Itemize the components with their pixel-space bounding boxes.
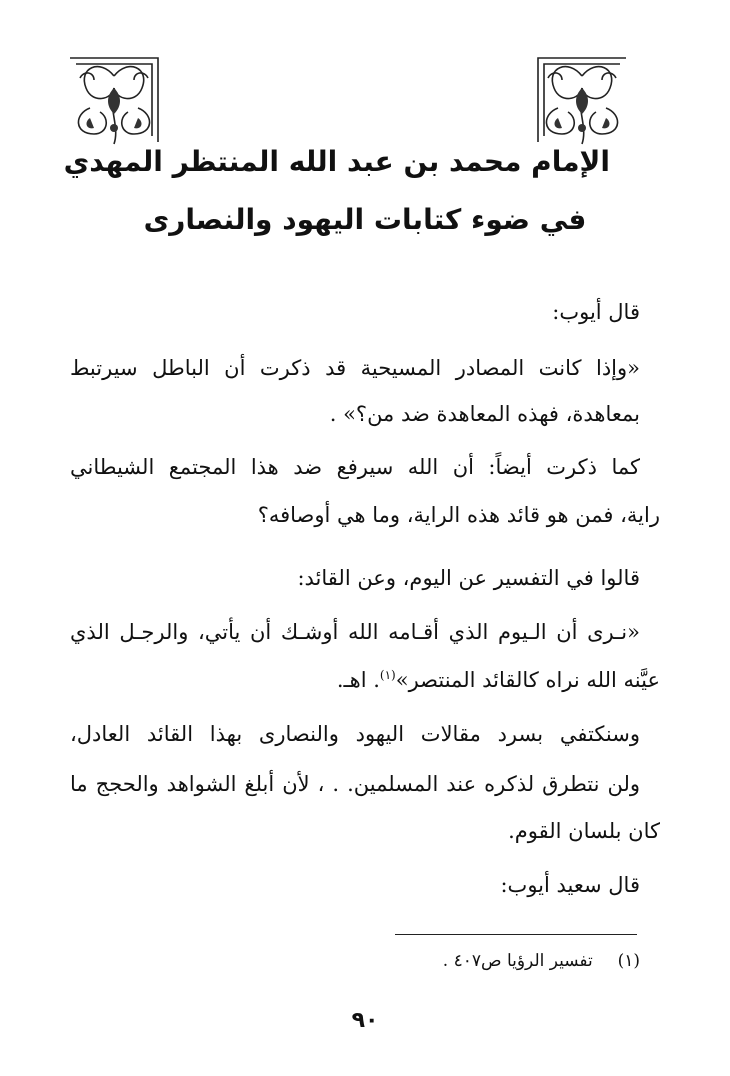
- paragraph-4: قالوا في التفسير عن اليوم، وعن القائد:: [297, 566, 640, 590]
- paragraph-3-line-2: راية، فمن هو قائد هذه الراية، وما هي أوصافه؟: [257, 503, 660, 527]
- quote-end-suffix: . اهـ.: [336, 668, 380, 692]
- paragraph-5-line-2: [337, 668, 660, 692]
- paragraph-2-line-2: بمعاهدة، فهذه المعاهدة ضد من؟» .: [329, 402, 640, 426]
- page-title-line1: الإمام محمد بن عبد الله المنتظر المهدي: [63, 145, 610, 178]
- footnote-number: (١): [617, 951, 640, 971]
- quote-end-text: عيَّنه الله نراه كالقائد المنتصر»: [395, 668, 660, 692]
- floral-ornament-icon: [60, 48, 168, 152]
- footnote-text: تفسير الرؤيا ص٤٠٧ .: [442, 951, 593, 971]
- page-number: ٩٠: [351, 1008, 379, 1033]
- paragraph-6-line-2: ولن نتطرق لذكره عند المسلمين. . ، لأن أبلغ الشواهد والحجج ما: [70, 772, 640, 796]
- paragraph-7: قال سعيد أيوب:: [500, 873, 640, 897]
- paragraph-3-line-1: كما ذكرت أيضاً: أن الله سيرفع ضد هذا المجتمع الشيطاني: [70, 455, 640, 479]
- footnote-reference[interactable]: (١): [379, 668, 396, 682]
- paragraph-1: قال أيوب:: [552, 300, 640, 324]
- footnote: [443, 951, 640, 971]
- paragraph-6-line-1: وسنكتفي بسرد مقالات اليهود والنصارى بهذا القائد العادل،: [70, 722, 640, 746]
- paragraph-5-line-1: «نـرى أن الـيوم الذي أقـامه الله أوشـك أن يأتي، والرجـل الذي: [70, 620, 640, 644]
- footnote-divider: [395, 934, 637, 935]
- paragraph-6-line-3: كان بلسان القوم.: [508, 819, 660, 843]
- corner-ornament-right: [528, 48, 636, 152]
- floral-ornament-icon: [528, 48, 636, 152]
- paragraph-2-line-1: «وإذا كانت المصادر المسيحية قد ذكرت أن الباطل سيرتبط: [70, 356, 640, 380]
- page-title-line2: في ضوء كتابات اليهود والنصارى: [143, 203, 587, 236]
- corner-ornament-left: [60, 48, 168, 152]
